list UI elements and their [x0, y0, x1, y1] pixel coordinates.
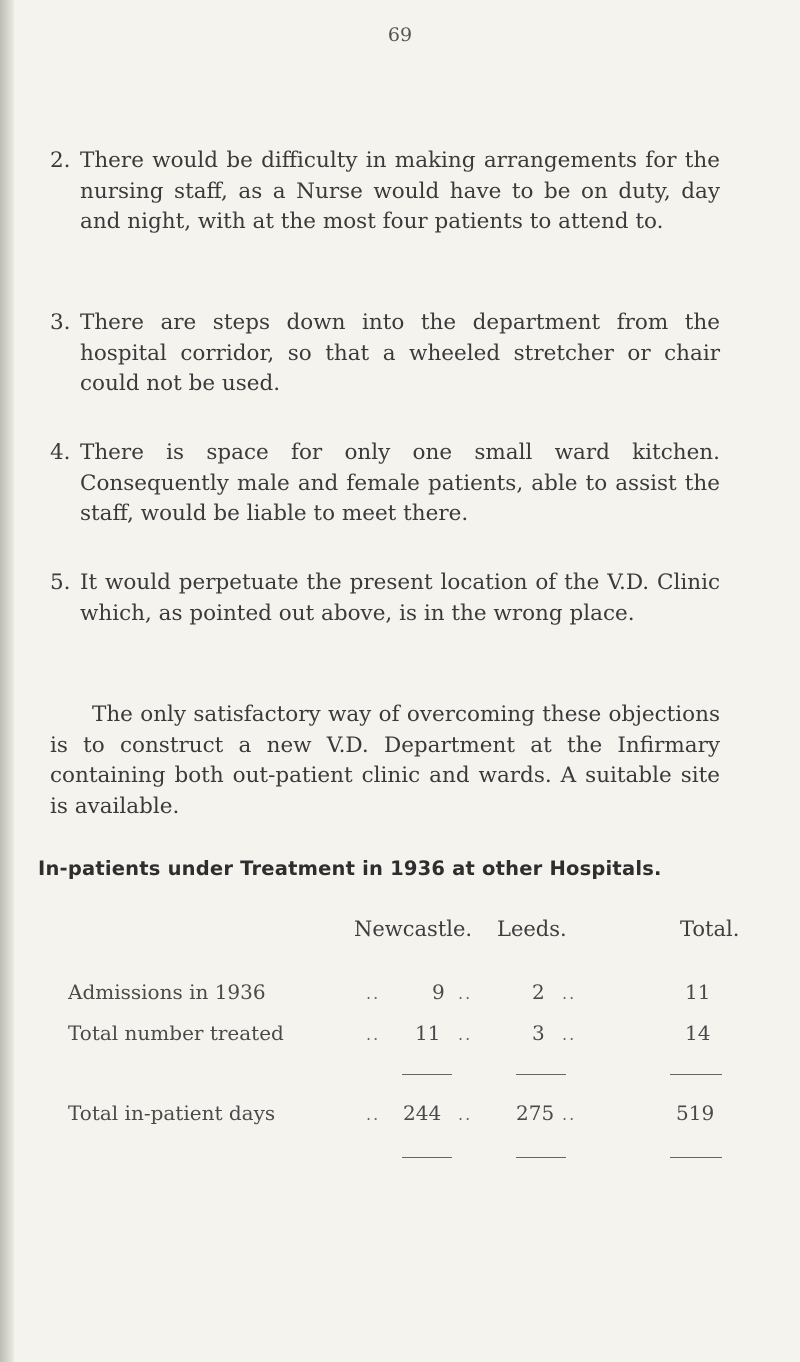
row-label-total-treated: Total number treated	[68, 1021, 284, 1045]
item-number: 4.	[50, 440, 71, 465]
item-text: There is space for only one small ward kitchen. Consequently male and female patients, able to assist the staff, would be liable to meet there.	[80, 440, 720, 526]
cell-days-newcastle: 244	[403, 1101, 442, 1125]
total-rule	[516, 1157, 566, 1158]
item-text: It would perpetuate the present location of the V.D. Clinic which, as pointed out above, is in the wrong place.	[80, 570, 720, 626]
table-heading: In-patients under Treatment in 1936 at other Hospitals.	[38, 857, 662, 880]
cell-days-leeds: 275	[516, 1101, 555, 1125]
row-label-inpatient-days: Total in-patient days	[68, 1101, 276, 1125]
page-edge-shadow	[0, 0, 14, 1362]
leader-dots: ..	[458, 1025, 473, 1044]
leader-dots: ..	[366, 1105, 381, 1124]
column-header-newcastle: Newcastle.	[354, 917, 473, 941]
leader-dots: ..	[562, 1105, 577, 1124]
item-number: 3.	[50, 310, 71, 335]
sum-rule	[402, 1074, 452, 1075]
cell-treated-newcastle: 11	[415, 1021, 441, 1045]
page-number: 69	[387, 24, 413, 46]
leader-dots: ..	[458, 984, 473, 1003]
leader-dots: ..	[562, 984, 577, 1003]
leader-dots: ..	[458, 1105, 473, 1124]
leader-dots: ..	[366, 984, 381, 1003]
total-rule	[670, 1157, 722, 1158]
item-number: 5.	[50, 570, 71, 595]
column-header-leeds: Leeds.	[497, 917, 567, 941]
cell-days-total: 519	[676, 1101, 715, 1125]
total-rule	[402, 1157, 452, 1158]
list-item-3	[50, 308, 720, 400]
cell-admissions-newcastle: 9	[432, 980, 445, 1004]
list-item-5	[50, 568, 720, 629]
cell-admissions-leeds: 2	[532, 980, 545, 1004]
cell-treated-total: 14	[685, 1021, 711, 1045]
sum-rule	[670, 1074, 722, 1075]
cell-admissions-total: 11	[685, 980, 711, 1004]
sum-rule	[516, 1074, 566, 1075]
leader-dots: ..	[562, 1025, 577, 1044]
list-item-4	[50, 438, 720, 530]
row-label-admissions: Admissions in 1936	[68, 980, 266, 1004]
item-text: There would be difficulty in making arrangements for the nursing staff, as a Nurse would have to be on duty, day and night, with at the most four patients to attend to.	[80, 148, 720, 234]
cell-treated-leeds: 3	[532, 1021, 545, 1045]
leader-dots: ..	[366, 1025, 381, 1044]
column-header-total: Total.	[680, 917, 740, 941]
list-item-2	[50, 146, 720, 238]
body-paragraph: The only satisfactory way of overcoming these objections is to construct a new V.D. Department at the Infirmary containing both out-patient clinic and wards. A suitable site is available.	[50, 702, 720, 819]
item-number: 2.	[50, 148, 71, 173]
item-text: There are steps down into the department from the hospital corridor, so that a wheeled stretcher or chair could not be used.	[80, 310, 720, 396]
